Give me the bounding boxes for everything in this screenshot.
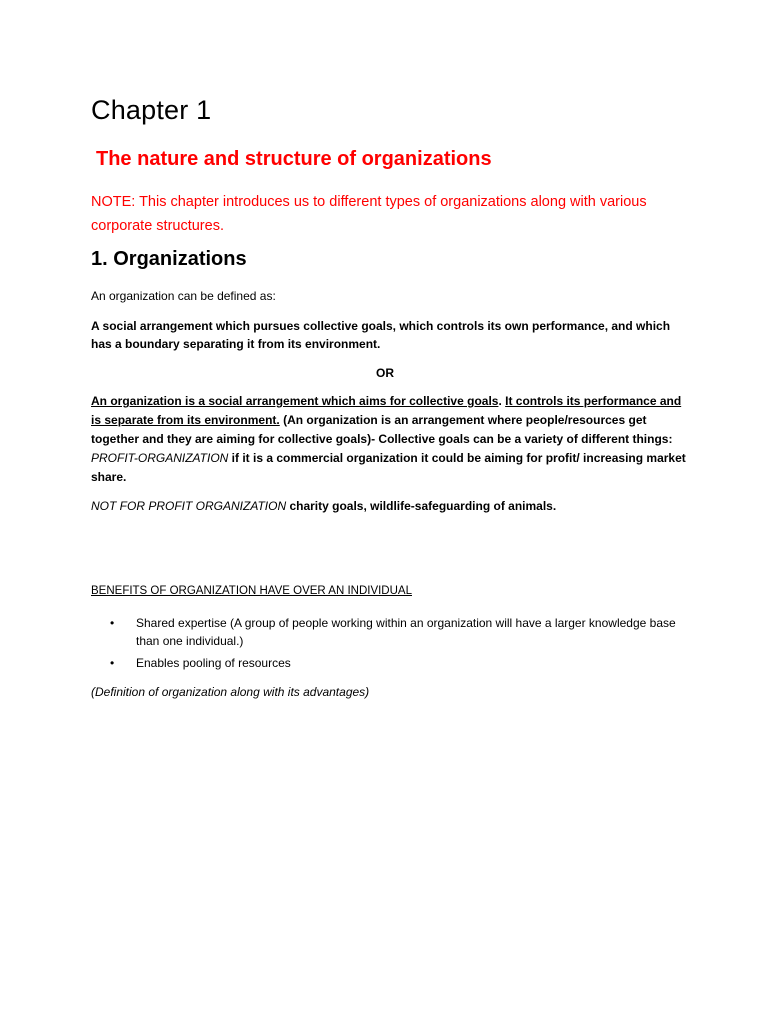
section-heading: 1. Organizations: [91, 248, 247, 270]
not-for-profit-text: charity goals, wildlife-safeguarding of animals.: [286, 499, 557, 513]
definition-paragraph: A social arrangement which pursues collective goals, which controls its own performance, and which has a boundary separating it from its environment.: [91, 319, 671, 351]
alt-def-explanation: (An organization is an arrangement where people/resources get together and they are aiming for collective goals)- Collective goals can be a variety of different things:: [91, 413, 673, 446]
list-item: [110, 614, 690, 650]
benefits-list: [110, 614, 690, 676]
caption: (Definition of organization along with its advantages): [91, 685, 370, 699]
profit-organization-label: PROFIT-ORGANIZATION: [91, 451, 229, 465]
chapter-note: NOTE: This chapter introduces us to different types of organizations along with various corporate structures.: [91, 194, 647, 234]
alt-def-underlined-1: An organization is a social arrangement which aims for collective goals: [91, 394, 499, 408]
alt-def-underlined-2: It controls its performance and is separate from its environment.: [91, 394, 682, 427]
alternative-definition: [91, 392, 691, 487]
list-item-text: Shared expertise (A group of people working within an organization will have a larger knowledge base than one individual.): [136, 616, 676, 648]
definition-intro: An organization can be defined as:: [91, 289, 276, 303]
profit-organization-text: if it is a commercial organization it could be aiming for profit/ increasing market share.: [91, 451, 686, 484]
list-item-text: Enables pooling of resources: [136, 656, 291, 670]
chapter-subtitle: The nature and structure of organizations: [96, 148, 492, 170]
benefits-heading: BENEFITS OF ORGANIZATION HAVE OVER AN INDIVIDUAL: [91, 585, 412, 597]
chapter-title: Chapter 1: [91, 95, 212, 125]
not-for-profit-paragraph: [91, 497, 556, 515]
alt-def-period: .: [498, 394, 506, 408]
not-for-profit-label: NOT FOR PROFIT ORGANIZATION: [91, 499, 287, 513]
bullet-icon: •: [110, 656, 115, 670]
list-item: [110, 654, 690, 672]
or-separator: OR: [376, 366, 394, 380]
bullet-icon: •: [110, 616, 115, 630]
